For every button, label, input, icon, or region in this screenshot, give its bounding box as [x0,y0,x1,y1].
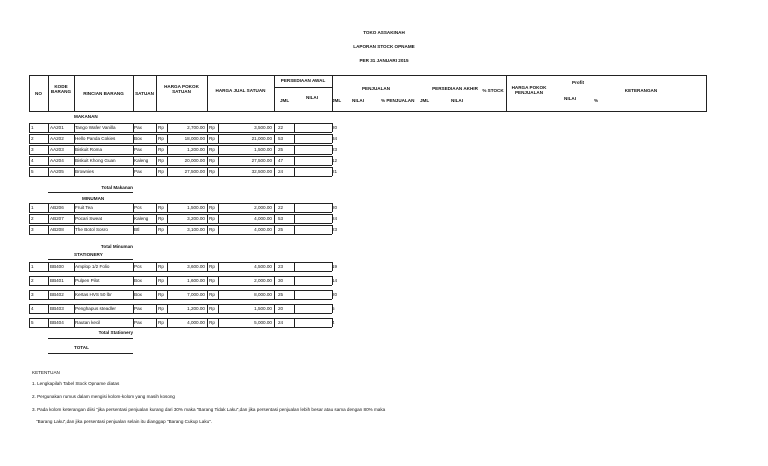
cell-nama: Fruit Tea [75,205,93,210]
cell-nama: Tango Wafer Vanilla [75,125,116,130]
cell-kode: AA201 [50,125,64,130]
currency-label: Rp [209,278,215,283]
cell-satuan: Box [134,136,142,141]
col-penjualan: PENJUALAN [361,86,391,91]
cell-nama: Pulpen Pilot [75,278,100,283]
col-hjs: HARGA JUAL SATUAN [215,88,266,93]
col-akhir: PERSEDIAAN AKHIR [432,86,478,91]
cell-hpp: 18,000.00 [184,136,205,141]
total-makanan-label: Total Makanan [101,185,133,190]
cell-hpp: 1,600.00 [187,278,205,283]
cell-jual: 5 [332,306,335,311]
currency-label: Rp [158,278,164,283]
cell-hpp: 3,200.00 [187,216,205,221]
cell-hpp: 3,600.00 [187,264,205,269]
cell-satuan: Pax [134,169,142,174]
col-awal: PERSEDIAAN AWAL [280,78,326,83]
currency-label: Rp [209,147,215,152]
cell-no: 3 [31,227,34,232]
cell-hjs: 1,500.00 [254,147,272,152]
cell-nama: The Botol Sosro [75,227,108,232]
cell-kode: AA203 [50,147,64,152]
cell-awal: 20 [278,306,284,311]
section-title-stationery: STATIONERY [74,252,103,257]
cell-satuan: Box [134,278,142,283]
awal-subheader-line [274,87,332,88]
cell-jual: 4 [332,320,335,325]
currency-label: Rp [158,125,164,130]
cell-awal: 53 [278,136,284,141]
cell-nama: Penghapus steadler [75,306,116,311]
cell-awal: 23 [278,264,284,269]
cell-no: 2 [31,216,34,221]
cell-kode: AB207 [50,216,64,221]
cell-jual: 34 [332,136,338,141]
col-hp-penjualan: HARGA POKOK PENJUALAN [511,85,547,95]
cell-hjs: 4,500.00 [254,264,272,269]
currency-label: Rp [209,320,215,325]
cell-hpp: 1,500.00 [187,205,205,210]
cell-hjs: 27,500.00 [251,158,272,163]
cell-nama: Kertas HVS 50 lbr [75,292,112,297]
section-title-minuman: MINUMAN [82,196,105,201]
cell-nama: Amplop 1/2 Folio [75,264,110,269]
cell-jual: 21 [332,169,338,174]
col-satuan: SATUAN [135,91,154,96]
cell-hjs: 1,500.00 [254,306,272,311]
cell-no: 3 [31,292,34,297]
cell-awal: 22 [278,125,284,130]
currency-label: Rp [209,306,215,311]
currency-label: Rp [158,264,164,269]
jual-jml: JML [332,98,342,103]
note-1: 1. Lengkapilah Tabel Stock Opname diatas [32,381,120,386]
cell-hjs: 3,500.00 [254,125,272,130]
cell-satuan: Pax [134,125,142,130]
cell-hjs: 4,000.00 [254,216,272,221]
notes-title: KETENTUAN [32,370,60,375]
cell-satuan: Btl [134,227,140,232]
profit-pct: % [594,98,599,103]
cell-jual: 23 [332,227,338,232]
jual-pct: % PENJUALAN [381,98,415,103]
cell-hpp: 4,000.00 [187,320,205,325]
currency-label: Rp [209,169,215,174]
cell-awal: 25 [278,147,284,152]
cell-jual: 12 [332,158,338,163]
cell-hjs: 32,500.00 [251,169,272,174]
cell-hjs: 5,000.00 [254,320,272,325]
cell-no: 3 [31,147,34,152]
cell-jual: 23 [332,147,338,152]
note-2: 2. Pergunakan rumus dalam mengisi kolom-kolom yang masih kosong [32,394,175,399]
cell-no: 2 [31,136,34,141]
cell-jual: 24 [332,216,338,221]
currency-label: Rp [158,158,164,163]
cell-awal: 25 [278,227,284,232]
cell-nama: Hello Panda Cokies [75,136,116,141]
akhir-jml: JML [420,98,430,103]
col-kode: KODE BARANG [50,84,72,94]
currency-label: Rp [209,227,215,232]
currency-label: Rp [158,292,164,297]
cell-kode: BB403 [50,306,64,311]
currency-label: Rp [158,227,164,232]
report-period: PER 31 JANUARI 2015 [359,58,409,63]
cell-kode: BB404 [50,320,64,325]
cell-awal: 22 [278,205,284,210]
currency-label: Rp [158,216,164,221]
cell-jual: 20 [332,125,338,130]
cell-kode: BB401 [50,278,64,283]
cell-hpp: 27,500.00 [184,169,205,174]
cell-hpp: 3,100.00 [187,227,205,232]
currency-label: Rp [209,264,215,269]
cell-hjs: 4,000.00 [254,227,272,232]
company-name: TOKO ASSAKINAH [363,30,405,35]
cell-hpp: 7,000.00 [187,292,205,297]
grand-total-label: TOTAL [74,345,89,350]
cell-awal: 53 [278,216,284,221]
cell-awal: 47 [278,158,284,163]
cell-no: 1 [31,264,34,269]
cell-nama: Biskuit Roma [75,147,103,152]
col-hpp: HARGA POKOK SATUAN [164,84,199,94]
col-no: NO [35,91,42,96]
cell-jual: 20 [332,292,338,297]
awal-nilai: NILAI [306,95,318,100]
currency-label: Rp [209,205,215,210]
cell-nama: Biskuit Khong Guan [75,158,116,163]
cell-awal: 24 [278,169,284,174]
cell-no: 2 [31,278,34,283]
akhir-nilai: NILAI [451,98,463,103]
col-profit: Profit [572,80,584,85]
currency-label: Rp [209,136,215,141]
cell-no: 5 [31,320,34,325]
cell-jual: 14 [332,278,338,283]
report-title: LAPORAN STOCK OPNAME [353,44,415,49]
cell-no: 4 [31,158,34,163]
cell-kode: AA202 [50,136,64,141]
currency-label: Rp [158,205,164,210]
profit-nilai: NILAI [564,96,576,101]
total-stationery-label: Total Stationery [98,330,133,335]
cell-kode: AB208 [50,227,64,232]
currency-label: Rp [209,216,215,221]
cell-kode: AA204 [50,158,64,163]
currency-label: Rp [158,320,164,325]
cell-hpp: 2,700.00 [187,125,205,130]
cell-satuan: Pcs [134,264,142,269]
cell-kode: BB402 [50,292,64,297]
note-3-continued: "Barang Laku",dan jika persentasi penjualan selain itu dianggap "Barang Cukup Laku". [36,419,213,424]
cell-no: 5 [31,169,34,174]
col-keterangan: KETERANGAN [624,88,658,93]
cell-kode: AA205 [50,169,64,174]
currency-label: Rp [158,169,164,174]
currency-label: Rp [209,158,215,163]
cell-jual: 19 [332,264,338,269]
currency-label: Rp [209,292,215,297]
cell-awal: 24 [278,320,284,325]
cell-nama: Pocari Sweat [75,216,103,221]
cell-awal: 30 [278,278,284,283]
jual-nilai: NILAI [352,98,364,103]
currency-label: Rp [158,147,164,152]
cell-satuan: Box [134,292,142,297]
cell-hpp: 20,000.00 [184,158,205,163]
cell-satuan: Pcs [134,205,142,210]
col-rincian: RINCIAN BARANG [83,91,124,96]
cell-no: 1 [31,125,34,130]
col-stock-pct: % STOCK [482,88,504,93]
cell-hjs: 2,000.00 [254,278,272,283]
header-top-line [29,75,707,76]
cell-no: 4 [31,306,34,311]
section-title-makanan: MAKANAN [74,114,98,119]
cell-hjs: 2,000.00 [254,205,272,210]
cell-hpp: 1,200.00 [187,306,205,311]
cell-hjs: 8,000.00 [254,292,272,297]
cell-satuan: Pax [134,306,142,311]
currency-label: Rp [158,306,164,311]
cell-kode: AB206 [50,205,64,210]
note-3: 3. Pada kolom keterangan diisi "jika persentasi penjualan kurang dari 30% maka "Barang Tidak Laku",dan jika persentasi penjualan lebih besar atau sama dengan 80% maka [32,407,386,412]
cell-nama: Rautan kecil [75,320,101,325]
header-bottom-line [29,111,707,112]
cell-kode: BB400 [50,264,64,269]
total-minuman-label: Total Minuman [100,244,133,249]
cell-no: 1 [31,205,34,210]
currency-label: Rp [209,125,215,130]
cell-awal: 25 [278,292,284,297]
cell-hjs: 21,000.00 [251,136,272,141]
awal-jml: JML [280,98,290,103]
cell-nama: Brownies [75,169,94,174]
cell-satuan: Kaleng [134,216,149,221]
currency-label: Rp [158,136,164,141]
cell-satuan: Pax [134,320,142,325]
cell-hpp: 1,200.00 [187,147,205,152]
cell-satuan: Pax [134,147,142,152]
cell-satuan: Kaleng [134,158,149,163]
cell-jual: 20 [332,205,338,210]
